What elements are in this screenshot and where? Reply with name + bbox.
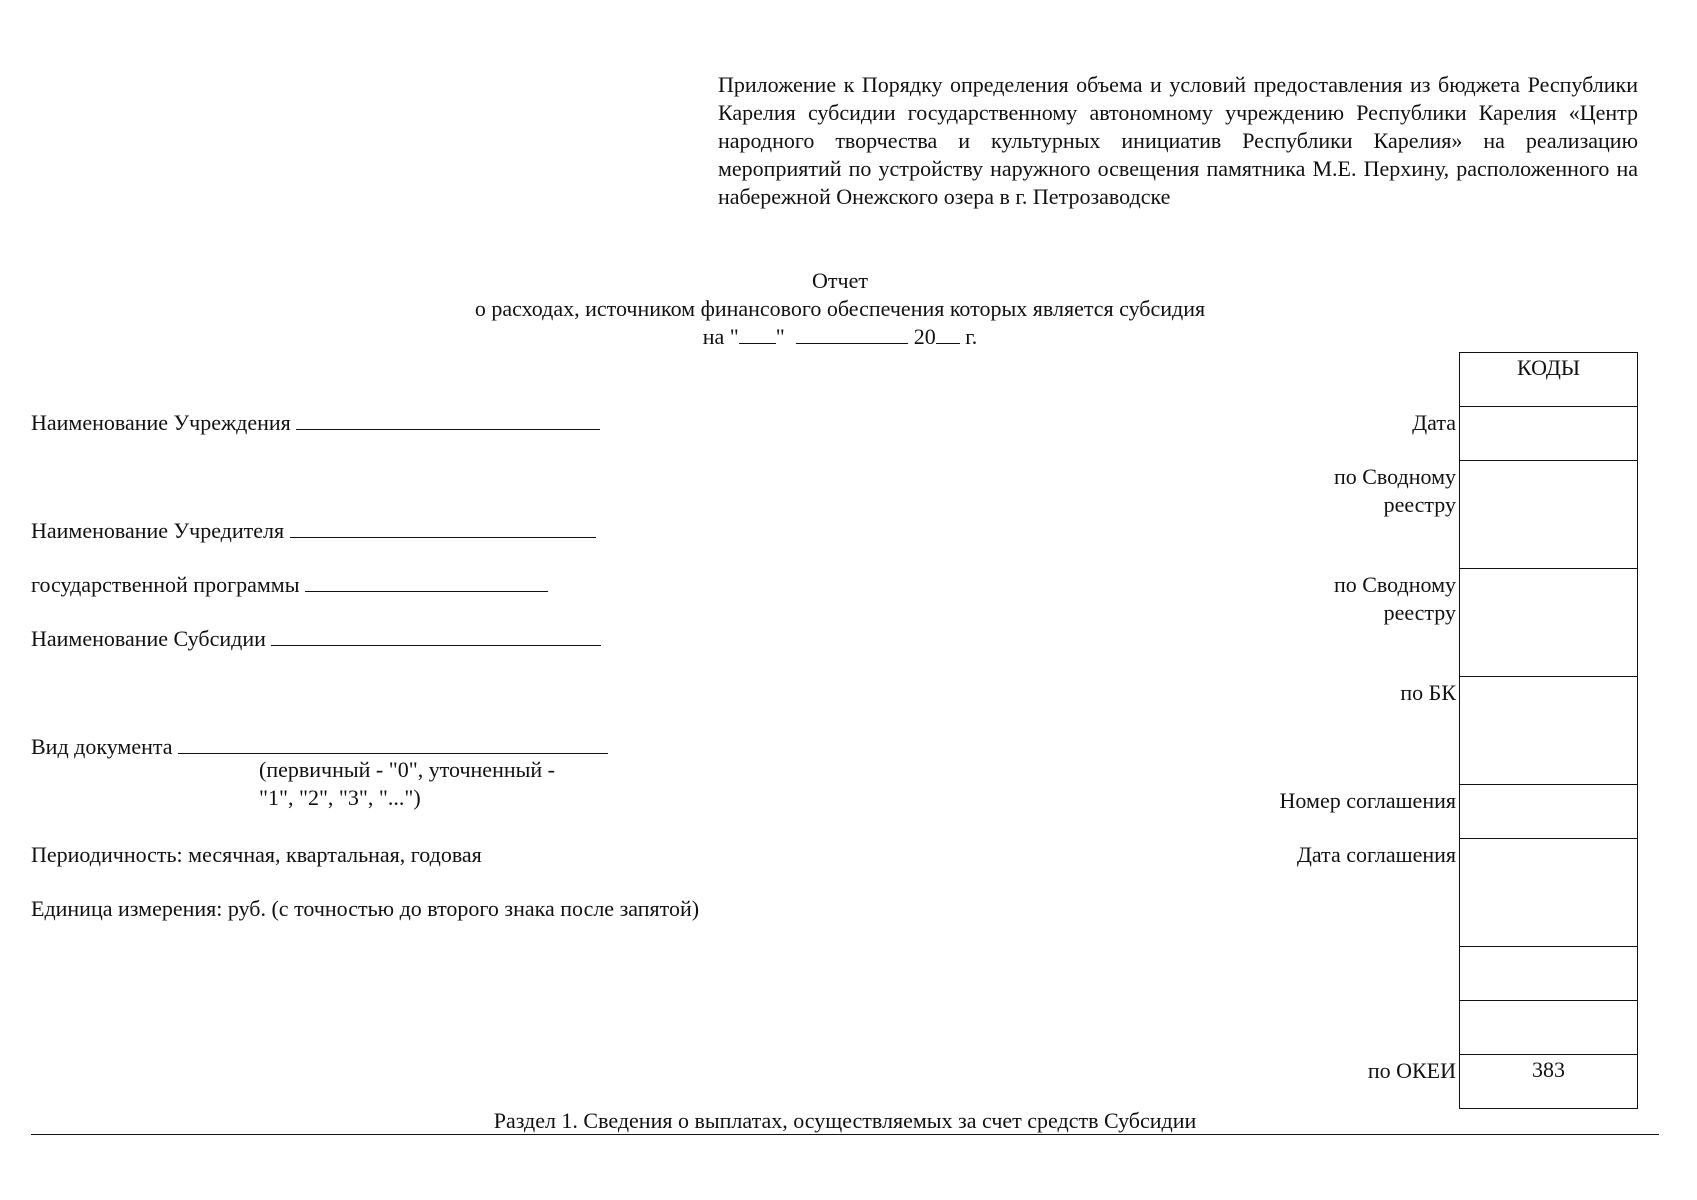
program-blank[interactable] (305, 573, 548, 592)
institution-field (31, 409, 600, 437)
code-cell-agreement-date[interactable] (1460, 839, 1637, 947)
institution-label: Наименование Учреждения (31, 410, 291, 435)
code-cell-agreement-no[interactable] (1460, 785, 1637, 839)
annex-line: Петрозаводске (1032, 184, 1171, 209)
periodicity-text: Периодичность: месячная, квартальная, годовая (31, 842, 482, 867)
code-cell-date[interactable] (1460, 407, 1637, 461)
code-cell-bk[interactable] (1460, 677, 1637, 785)
unit-text: Единица измерения: руб. (с точностью до второго знака после запятой) (31, 896, 700, 921)
annex-line: Республики Карелия субсидии государственному автономному учреждению (718, 72, 1639, 125)
annex-line: Республики Карелия» на реализацию мероприятий по устройству наружного освещения (718, 128, 1639, 181)
code-cell-svod-2[interactable] (1460, 569, 1637, 677)
founder-label: Наименование Учредителя (31, 518, 285, 543)
subsidy-label: Наименование Субсидии (31, 626, 266, 651)
label-svod-2: по Сводному реестру (1333, 572, 1456, 625)
month-blank[interactable] (796, 325, 908, 344)
codes-header: КОДЫ (1460, 353, 1637, 407)
codes-table (1459, 352, 1638, 1109)
title-line-1: Отчет (812, 268, 868, 293)
founder-blank[interactable] (290, 519, 596, 538)
title-date-line: на " " 20 г. (702, 324, 978, 349)
code-cell-okei[interactable]: 383 (1460, 1055, 1637, 1109)
program-field (31, 571, 548, 599)
section-1-heading: Раздел 1. Сведения о выплатах, осуществляемых за счет средств Субсидии (31, 1108, 1659, 1135)
annex-line: Республики Карелия «Центр народного творчества и культурных инициатив (718, 100, 1639, 153)
institution-blank[interactable] (296, 411, 600, 430)
day-blank[interactable] (739, 325, 776, 344)
subsidy-blank[interactable] (271, 627, 601, 646)
founder-field (31, 517, 596, 545)
code-cell-blank-2[interactable] (1460, 1001, 1637, 1055)
annex-text (718, 71, 1638, 211)
label-agreement-date: Дата соглашения (1296, 842, 1456, 867)
program-label: государственной программы (31, 572, 300, 597)
annex-line: Приложение к Порядку определения объема и условий предоставления из бюджета (718, 72, 1521, 97)
doc-type-blank[interactable] (178, 735, 608, 754)
label-date: Дата (1412, 410, 1456, 435)
code-cell-svod-1[interactable] (1460, 461, 1637, 569)
annex-line: памятника М.Е. Перхину, расположенного на набережной Онежского озера в г. (718, 156, 1638, 209)
label-agreement-no: Номер соглашения (1279, 788, 1456, 813)
code-cell-blank-1[interactable] (1460, 947, 1637, 1001)
doc-type-label: Вид документа (31, 734, 173, 759)
report-title (360, 267, 1320, 351)
title-line-2: о расходах, источником финансового обеспечения которых является субсидия (474, 296, 1206, 321)
doc-type-note: (первичный - "0", уточненный - "1", "2", "3", "...") (259, 757, 555, 810)
label-okei: по ОКЕИ (1367, 1058, 1456, 1083)
year-blank[interactable] (936, 325, 960, 344)
label-bk: по БК (1400, 680, 1456, 705)
subsidy-field (31, 625, 601, 653)
label-svod-1: по Сводному реестру (1333, 464, 1456, 517)
